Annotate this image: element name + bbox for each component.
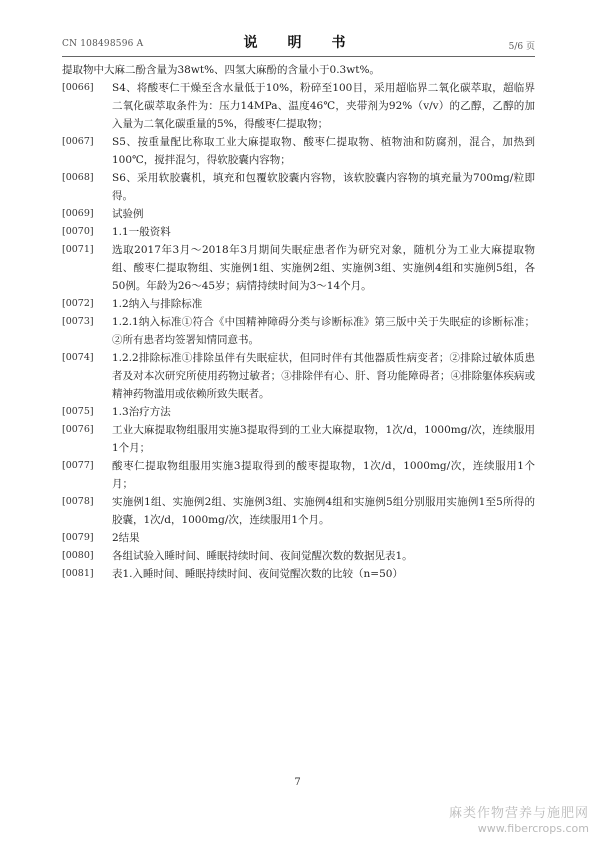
paragraph-number: [0075] (62, 406, 94, 417)
paragraph-text: 1.2.1纳入标准①符合《中国精神障碍分类与诊断标准》第三版中关于失眠症的诊断标准；②所有患者均签署知情同意书。 (112, 316, 535, 346)
paragraph-text: 实施例1组、实施例2组、实施例3组、实施例4组和实施例5组分别服用实施例1至5所得的胶囊，1次/d，1000mg/次，连续服用1个月。 (112, 496, 535, 526)
numbered-paragraph (62, 313, 535, 349)
watermark-name: 麻类作物营养与施肥网 (448, 806, 589, 821)
paragraph-number: [0066] (62, 82, 94, 93)
paragraph-number: [0076] (62, 424, 94, 435)
document-title: 说 明 书 (243, 35, 354, 51)
numbered-paragraph (62, 493, 535, 529)
numbered-paragraph (62, 349, 535, 403)
numbered-paragraph (62, 547, 535, 565)
paragraph-number: [0072] (62, 298, 94, 309)
paragraph-number: [0080] (62, 550, 94, 561)
numbered-paragraph (62, 133, 535, 169)
paragraph-text: S4、将酸枣仁干燥至含水量低于10%，粉碎至100目，采用超临界二氧化碳萃取，超临界二氧化碳萃取条件为：压力14MPa、温度46℃，夹带剂为92%（v/v）的乙醇，乙醇的加入量为二氧化碳重量的5%，得酸枣仁提取物； (112, 82, 535, 130)
patent-number: CN 108498596 A (62, 39, 144, 49)
page-indicator: 5/6 页 (508, 42, 535, 52)
page-header (62, 32, 535, 52)
numbered-paragraph (62, 79, 535, 133)
paragraph-number: [0069] (62, 208, 94, 219)
numbered-paragraph (62, 295, 535, 313)
paragraph-text: 选取2017年3月～2018年3月期间失眠症患者作为研究对象，随机分为工业大麻提取物组、酸枣仁提取物组、实施例1组、实施例2组、实施例3组、实施例4组和实施例5组，各50例。年龄为26～45岁；病情持续时间为3～14个月。 (112, 244, 535, 292)
paragraph-text: 酸枣仁提取物组服用实施3提取得到的酸枣提取物，1次/d，1000mg/次，连续服用1个月； (112, 460, 535, 490)
paragraph-text: 1.2纳入与排除标准 (112, 298, 203, 310)
paragraph-text: S6、采用软胶囊机，填充和包覆软胶囊内容物，该软胶囊内容物的填充量为700mg/粒即得。 (112, 172, 535, 202)
paragraph-text: 1.3治疗方法 (112, 406, 171, 418)
paragraph-text: 表1.入睡时间、睡眠持续时间、夜间觉醒次数的比较（n=50） (112, 568, 403, 580)
numbered-paragraph (62, 205, 535, 223)
header-divider (62, 56, 535, 57)
paragraph-number: [0068] (62, 172, 94, 183)
numbered-paragraph (62, 529, 535, 547)
paragraph-list (62, 79, 535, 583)
document-body (62, 61, 535, 583)
paragraph-number: [0077] (62, 460, 94, 471)
paragraph-number: [0081] (62, 568, 94, 579)
site-watermark (449, 806, 589, 836)
paragraph-number: [0074] (62, 352, 94, 363)
numbered-paragraph (62, 457, 535, 493)
watermark-url: www.fibercrops.com (477, 822, 589, 835)
paragraph-text: 提取物中大麻二酚含量为38wt%、四氢大麻酚的含量小于0.3wt%。 (62, 64, 380, 76)
paragraph-number: [0073] (62, 316, 94, 327)
numbered-paragraph (62, 403, 535, 421)
paragraph-text: 1.2.2排除标准①排除虽伴有失眠症状，但同时伴有其他器质性病变者；②排除过敏体质患者及对本次研究所使用药物过敏者；③排除伴有心、肝、肾功能障碍者；④排除躯体疾病或精神药物滥用或依赖所致失眠者。 (112, 352, 535, 400)
page-number: 7 (294, 777, 301, 788)
continuation-paragraph (62, 61, 535, 79)
numbered-paragraph (62, 169, 535, 205)
paragraph-text: S5、按重量配比称取工业大麻提取物、酸枣仁提取物、植物油和防腐剂，混合，加热到100℃，搅拌混匀，得软胶囊内容物； (112, 136, 535, 166)
paragraph-number: [0070] (62, 226, 94, 237)
numbered-paragraph (62, 241, 535, 295)
paragraph-text: 试验例 (112, 208, 144, 220)
paragraph-number: [0071] (62, 244, 94, 255)
numbered-paragraph (62, 565, 535, 583)
paragraph-text: 各组试验入睡时间、睡眠持续时间、夜间觉醒次数的数据见表1。 (112, 550, 413, 562)
paragraph-text: 1.1一般资料 (112, 226, 171, 238)
paragraph-number: [0067] (62, 136, 94, 147)
paragraph-text: 2结果 (112, 532, 140, 544)
paragraph-text: 工业大麻提取物组服用实施3提取得到的工业大麻提取物，1次/d，1000mg/次，连续服用1个月； (112, 424, 535, 454)
paragraph-number: [0079] (62, 532, 94, 543)
paragraph-number: [0078] (62, 496, 94, 507)
numbered-paragraph (62, 223, 535, 241)
numbered-paragraph (62, 421, 535, 457)
